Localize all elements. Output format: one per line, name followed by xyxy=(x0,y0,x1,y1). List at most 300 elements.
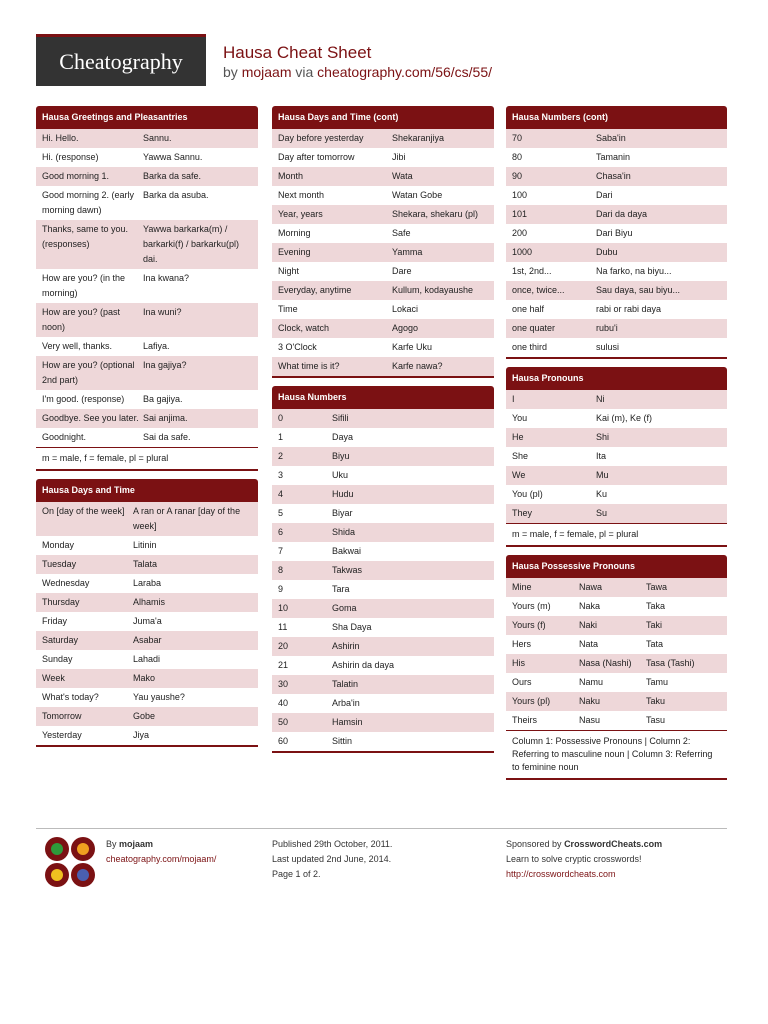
table-cell: Su xyxy=(596,508,608,518)
table-row xyxy=(36,148,258,167)
table-row xyxy=(506,597,727,616)
table-cell: Barka da safe. xyxy=(143,171,202,181)
table-cell: I xyxy=(512,394,515,404)
table-cell: Hers xyxy=(512,639,532,649)
table-cell: one quater xyxy=(512,323,556,333)
table-cell: one half xyxy=(512,304,545,314)
table-row xyxy=(272,262,494,281)
footer-meta xyxy=(272,829,494,882)
footer xyxy=(36,828,727,889)
table-cell: Goodbye. See you later. xyxy=(42,413,139,423)
table-cell: Agogo xyxy=(392,323,419,333)
section-title: Hausa Possessive Pronouns xyxy=(506,555,727,578)
table-cell: Tamu xyxy=(646,677,669,687)
table-cell: Theirs xyxy=(512,715,538,725)
section-body xyxy=(272,129,494,378)
table-cell: Week xyxy=(42,673,65,683)
table-cell: Dari Biyu xyxy=(596,228,633,238)
table-cell: A ran or A ranar [day of the week] xyxy=(133,506,241,531)
table-cell: Yesterday xyxy=(42,730,82,740)
updated-date: Last updated 2nd June, 2014. xyxy=(272,854,392,864)
table-row xyxy=(272,129,494,148)
table-cell: Safe xyxy=(392,228,411,238)
table-row xyxy=(272,485,494,504)
section-title: Hausa Days and Time xyxy=(36,479,258,502)
table-row xyxy=(272,319,494,338)
page-title: Hausa Cheat Sheet xyxy=(223,43,372,62)
table-cell: Kullum, kodayaushe xyxy=(392,285,474,295)
section-note: Column 1: Possessive Pronouns | Column 2: Referring to masculine noun | Column 3: Referring to feminine noun xyxy=(506,730,727,778)
table-cell: Very well, thanks. xyxy=(42,341,113,351)
section-days xyxy=(36,479,258,747)
table-cell: Yawwa barkarka(m) / barkarki(f) / barkarku(pl) dai. xyxy=(143,224,240,264)
table-cell: Mine xyxy=(512,582,532,592)
table-cell: Ours xyxy=(512,677,532,687)
table-row xyxy=(506,635,727,654)
table-row xyxy=(506,428,727,447)
table-cell: 11 xyxy=(278,622,288,632)
table-row xyxy=(272,224,494,243)
table-row xyxy=(506,148,727,167)
table-cell: Alhamis xyxy=(133,597,166,607)
by-label: by xyxy=(223,64,238,80)
table-cell: Clock, watch xyxy=(278,323,330,333)
table-row xyxy=(36,356,258,390)
table-row xyxy=(506,654,727,673)
sponsored-label: Sponsored by xyxy=(506,839,562,849)
table-row xyxy=(272,523,494,542)
table-cell: He xyxy=(512,432,524,442)
table-row xyxy=(36,593,258,612)
table-row xyxy=(272,338,494,357)
section-note: m = male, f = female, pl = plural xyxy=(506,523,727,545)
table-cell: once, twice... xyxy=(512,285,565,295)
table-row xyxy=(36,574,258,593)
table-cell: Year, years xyxy=(278,209,323,219)
table-cell: Hudu xyxy=(332,489,354,499)
table-cell: Yours (f) xyxy=(512,620,546,630)
table-cell: 5 xyxy=(278,508,284,518)
table-row xyxy=(36,669,258,688)
table-cell: Everyday, anytime xyxy=(278,285,352,295)
table-cell: What's today? xyxy=(42,692,99,702)
table-cell: Ita xyxy=(596,451,607,461)
table-cell: Naki xyxy=(579,620,598,630)
table-cell: Dare xyxy=(392,266,412,276)
table-cell: Hi. Hello. xyxy=(42,133,79,143)
table-cell: Wata xyxy=(392,171,413,181)
table-row xyxy=(36,337,258,356)
table-cell: Sha Daya xyxy=(332,622,372,632)
table-cell: Evening xyxy=(278,247,311,257)
table-cell: 100 xyxy=(512,190,528,200)
table-cell: Ni xyxy=(596,394,605,404)
table-cell: Nata xyxy=(579,639,599,649)
table-cell: Ashirin da daya xyxy=(332,660,395,670)
table-row xyxy=(506,466,727,485)
table-cell: Biyu xyxy=(332,451,350,461)
section-title: Hausa Pronouns xyxy=(506,367,727,390)
table-cell: Gobe xyxy=(133,711,156,721)
table-cell: Taki xyxy=(646,620,663,630)
table-row xyxy=(36,688,258,707)
section-body xyxy=(36,129,258,471)
section-title: Hausa Numbers (cont) xyxy=(506,106,727,129)
section-body xyxy=(272,409,494,753)
table-cell: sulusi xyxy=(596,342,620,352)
table-cell: Yau yaushe? xyxy=(133,692,185,702)
table-row xyxy=(272,694,494,713)
table-row xyxy=(272,713,494,732)
table-cell: 50 xyxy=(278,717,289,727)
table-cell: Yamma xyxy=(392,247,423,257)
table-row xyxy=(272,409,494,428)
table-cell: Month xyxy=(278,171,304,181)
table-cell: Barka da asuba. xyxy=(143,190,209,200)
column-3 xyxy=(506,106,727,788)
footer-by-label: By xyxy=(106,839,117,849)
table-cell: 200 xyxy=(512,228,528,238)
table-cell: 3 O'Clock xyxy=(278,342,317,352)
table-cell: 101 xyxy=(512,209,528,219)
table-cell: Yours (pl) xyxy=(512,696,551,706)
table-row xyxy=(272,504,494,523)
table-cell: Saturday xyxy=(42,635,79,645)
table-cell: Watan Gobe xyxy=(392,190,443,200)
table-cell: How are you? (optional 2nd part) xyxy=(42,360,135,385)
section-note: m = male, f = female, pl = plural xyxy=(36,447,258,469)
table-row xyxy=(506,186,727,205)
table-row xyxy=(36,129,258,148)
table-cell: Taka xyxy=(646,601,666,611)
table-row xyxy=(506,224,727,243)
table-cell: Laraba xyxy=(133,578,162,588)
table-row xyxy=(36,186,258,220)
table-row xyxy=(272,281,494,300)
table-cell: 8 xyxy=(278,565,284,575)
table-cell: How are you? (in the morning) xyxy=(42,273,126,298)
table-cell: Tata xyxy=(646,639,664,649)
table-row xyxy=(272,580,494,599)
table-cell: Tuesday xyxy=(42,559,77,569)
table-row xyxy=(36,502,258,536)
table-cell: Biyar xyxy=(332,508,353,518)
section-numbers xyxy=(272,386,494,753)
table-row xyxy=(506,338,727,357)
table-cell: Tomorrow xyxy=(42,711,82,721)
section-title: Hausa Days and Time (cont) xyxy=(272,106,494,129)
section-title: Hausa Numbers xyxy=(272,386,494,409)
table-cell: Morning xyxy=(278,228,311,238)
table-cell: 20 xyxy=(278,641,289,651)
table-row xyxy=(272,167,494,186)
table-row xyxy=(506,692,727,711)
table-cell: Good morning 2. (early morning dawn) xyxy=(42,190,135,215)
table-row xyxy=(506,504,727,523)
table-cell: Talatin xyxy=(332,679,359,689)
table-cell: 0 xyxy=(278,413,284,423)
table-cell: Mu xyxy=(596,470,609,480)
table-cell: Ashirin xyxy=(332,641,360,651)
table-cell: Saba'in xyxy=(596,133,626,143)
table-row xyxy=(272,186,494,205)
table-cell: Juma'a xyxy=(133,616,162,626)
table-cell: 60 xyxy=(278,736,289,746)
table-cell: 2 xyxy=(278,451,284,461)
table-cell: Ina gajiya? xyxy=(143,360,187,370)
table-cell: Ina wuni? xyxy=(143,307,182,317)
table-cell: Naku xyxy=(579,696,601,706)
table-cell: Lokaci xyxy=(392,304,419,314)
table-row xyxy=(36,390,258,409)
table-cell: Monday xyxy=(42,540,75,550)
table-cell: 3 xyxy=(278,470,284,480)
table-cell: What time is it? xyxy=(278,361,340,371)
table-cell: 90 xyxy=(512,171,523,181)
table-cell: Shekaranjiya xyxy=(392,133,445,143)
table-row xyxy=(36,409,258,428)
table-cell: Next month xyxy=(278,190,325,200)
column-2 xyxy=(272,106,494,761)
table-cell: Nawa xyxy=(579,582,603,592)
table-cell: 30 xyxy=(278,679,289,689)
table-cell: Sai da safe. xyxy=(143,432,191,442)
table-cell: Lahadi xyxy=(133,654,161,664)
table-row xyxy=(506,447,727,466)
table-cell: Taku xyxy=(646,696,666,706)
table-cell: rubu'i xyxy=(596,323,618,333)
section-numbers-cont xyxy=(506,106,727,359)
table-cell: Lafiya. xyxy=(143,341,170,351)
table-cell: Tasa (Tashi) xyxy=(646,658,695,668)
table-cell: 40 xyxy=(278,698,289,708)
table-cell: Goodnight. xyxy=(42,432,87,442)
section-body xyxy=(506,390,727,547)
table-row xyxy=(272,447,494,466)
table-cell: Ku xyxy=(596,489,608,499)
table-row xyxy=(36,428,258,447)
table-cell: Shekara, shekaru (pl) xyxy=(392,209,479,219)
table-cell: Dari da daya xyxy=(596,209,648,219)
table-row xyxy=(506,262,727,281)
table-cell: Hamsin xyxy=(332,717,363,727)
table-row xyxy=(506,390,727,409)
table-row xyxy=(272,561,494,580)
table-cell: Night xyxy=(278,266,300,276)
table-cell: Naka xyxy=(579,601,601,611)
table-row xyxy=(272,618,494,637)
table-cell: 4 xyxy=(278,489,284,499)
table-row xyxy=(506,243,727,262)
footer-author-name: mojaam xyxy=(119,839,154,849)
table-cell: Goma xyxy=(332,603,357,613)
section-body xyxy=(36,502,258,747)
table-row xyxy=(272,675,494,694)
table-cell: I'm good. (response) xyxy=(42,394,125,404)
table-cell: Karfe Uku xyxy=(392,342,433,352)
table-cell: Sannu. xyxy=(143,133,172,143)
table-row xyxy=(36,269,258,303)
table-cell: How are you? (past noon) xyxy=(42,307,121,332)
table-cell: Dari xyxy=(596,190,613,200)
byline xyxy=(223,64,492,80)
table-cell: Nasa (Nashi) xyxy=(579,658,632,668)
footer-author-link[interactable]: cheatography.com/mojaam/ xyxy=(106,854,217,864)
table-cell: His xyxy=(512,658,525,668)
table-row xyxy=(506,409,727,428)
table-row xyxy=(36,707,258,726)
table-cell: Friday xyxy=(42,616,68,626)
table-cell: She xyxy=(512,451,529,461)
table-cell: 7 xyxy=(278,546,284,556)
sheet-url-link[interactable]: cheatography.com/56/cs/55/ xyxy=(317,64,493,80)
table-cell: 80 xyxy=(512,152,523,162)
table-cell: Shida xyxy=(332,527,356,537)
table-cell: Daya xyxy=(332,432,354,442)
sponsor-link[interactable]: http://crosswordcheats.com xyxy=(506,869,616,879)
published-date: Published 29th October, 2011. xyxy=(272,839,393,849)
table-cell: Sunday xyxy=(42,654,73,664)
table-cell: Kai (m), Ke (f) xyxy=(596,413,653,423)
table-row xyxy=(272,466,494,485)
table-cell: They xyxy=(512,508,533,518)
table-cell: Time xyxy=(278,304,298,314)
table-cell: Talata xyxy=(133,559,158,569)
table-row xyxy=(272,428,494,447)
table-cell: Tasu xyxy=(646,715,666,725)
table-row xyxy=(36,555,258,574)
table-cell: Takwas xyxy=(332,565,363,575)
table-cell: Thanks, same to you. (responses) xyxy=(42,224,129,249)
table-row xyxy=(36,631,258,650)
table-row xyxy=(506,205,727,224)
sponsor-name: CrosswordCheats.com xyxy=(564,839,663,849)
table-row xyxy=(506,300,727,319)
column-1 xyxy=(36,106,258,755)
table-cell: Yawwa Sannu. xyxy=(143,152,203,162)
section-days-cont xyxy=(272,106,494,378)
table-cell: Good morning 1. xyxy=(42,171,110,181)
table-cell: You xyxy=(512,413,528,423)
table-row xyxy=(506,319,727,338)
table-row xyxy=(506,711,727,730)
table-cell: one third xyxy=(512,342,548,352)
via-label: via xyxy=(295,64,314,80)
table-cell: Tara xyxy=(332,584,350,594)
table-cell: Namu xyxy=(579,677,604,687)
section-title: Hausa Greetings and Pleasantries xyxy=(36,106,258,129)
table-cell: Sittin xyxy=(332,736,353,746)
table-row xyxy=(272,357,494,376)
table-row xyxy=(506,281,727,300)
section-body xyxy=(506,129,727,359)
table-row xyxy=(36,726,258,745)
table-row xyxy=(36,303,258,337)
table-cell: 70 xyxy=(512,133,523,143)
section-possessive xyxy=(506,555,727,780)
table-cell: We xyxy=(512,470,526,480)
table-row xyxy=(36,167,258,186)
table-cell: Nasu xyxy=(579,715,601,725)
table-cell: 1 xyxy=(278,432,284,442)
table-row xyxy=(272,656,494,675)
table-cell: Day before yesterday xyxy=(278,133,364,143)
table-cell: Hi. (response) xyxy=(42,152,99,162)
table-cell: Mako xyxy=(133,673,156,683)
table-row xyxy=(36,220,258,269)
table-cell: 9 xyxy=(278,584,284,594)
table-cell: You (pl) xyxy=(512,489,543,499)
table-cell: Jiya xyxy=(133,730,150,740)
table-row xyxy=(506,485,727,504)
table-cell: 1000 xyxy=(512,247,533,257)
table-cell: On [day of the week] xyxy=(42,506,125,516)
table-cell: 1st, 2nd... xyxy=(512,266,552,276)
table-cell: Yours (m) xyxy=(512,601,551,611)
cheatography-logo[interactable]: Cheatography xyxy=(36,34,206,86)
table-cell: Day after tomorrow xyxy=(278,152,355,162)
table-cell: rabi or rabi daya xyxy=(596,304,662,314)
table-cell: Sau daya, sau biyu... xyxy=(596,285,681,295)
author-avatar-icon xyxy=(42,835,98,891)
table-row xyxy=(272,148,494,167)
table-row xyxy=(272,205,494,224)
section-pronouns xyxy=(506,367,727,547)
table-cell: Tawa xyxy=(646,582,668,592)
table-cell: 10 xyxy=(278,603,289,613)
table-cell: Wednesday xyxy=(42,578,90,588)
table-row xyxy=(272,732,494,751)
table-row xyxy=(272,300,494,319)
table-cell: Jibi xyxy=(392,152,406,162)
section-body xyxy=(506,578,727,780)
table-cell: Karfe nawa? xyxy=(392,361,443,371)
table-cell: Ina kwana? xyxy=(143,273,190,283)
table-cell: Thursday xyxy=(42,597,80,607)
table-cell: Arba'in xyxy=(332,698,360,708)
table-cell: Tamanin xyxy=(596,152,631,162)
table-row xyxy=(36,536,258,555)
table-row xyxy=(506,129,727,148)
footer-sponsor xyxy=(506,829,727,882)
section-greetings xyxy=(36,106,258,471)
table-row xyxy=(272,243,494,262)
table-cell: Litinin xyxy=(133,540,157,550)
author-link[interactable]: mojaam xyxy=(241,64,292,80)
table-cell: Sai anjima. xyxy=(143,413,188,423)
table-row xyxy=(272,637,494,656)
table-row xyxy=(506,578,727,597)
table-cell: Bakwai xyxy=(332,546,362,556)
table-row xyxy=(506,167,727,186)
table-cell: Dubu xyxy=(596,247,618,257)
table-row xyxy=(272,542,494,561)
page-number: Page 1 of 2. xyxy=(272,869,321,879)
table-row xyxy=(272,599,494,618)
table-cell: Uku xyxy=(332,470,349,480)
table-row xyxy=(36,650,258,669)
table-cell: 21 xyxy=(278,660,289,670)
table-cell: Sifili xyxy=(332,413,349,423)
table-cell: Na farko, na biyu... xyxy=(596,266,672,276)
sponsor-tagline: Learn to solve cryptic crosswords! xyxy=(506,854,642,864)
table-cell: Ba gajiya. xyxy=(143,394,183,404)
table-cell: 6 xyxy=(278,527,284,537)
table-row xyxy=(506,673,727,692)
table-cell: Chasa'in xyxy=(596,171,631,181)
table-cell: Shi xyxy=(596,432,610,442)
table-row xyxy=(36,612,258,631)
